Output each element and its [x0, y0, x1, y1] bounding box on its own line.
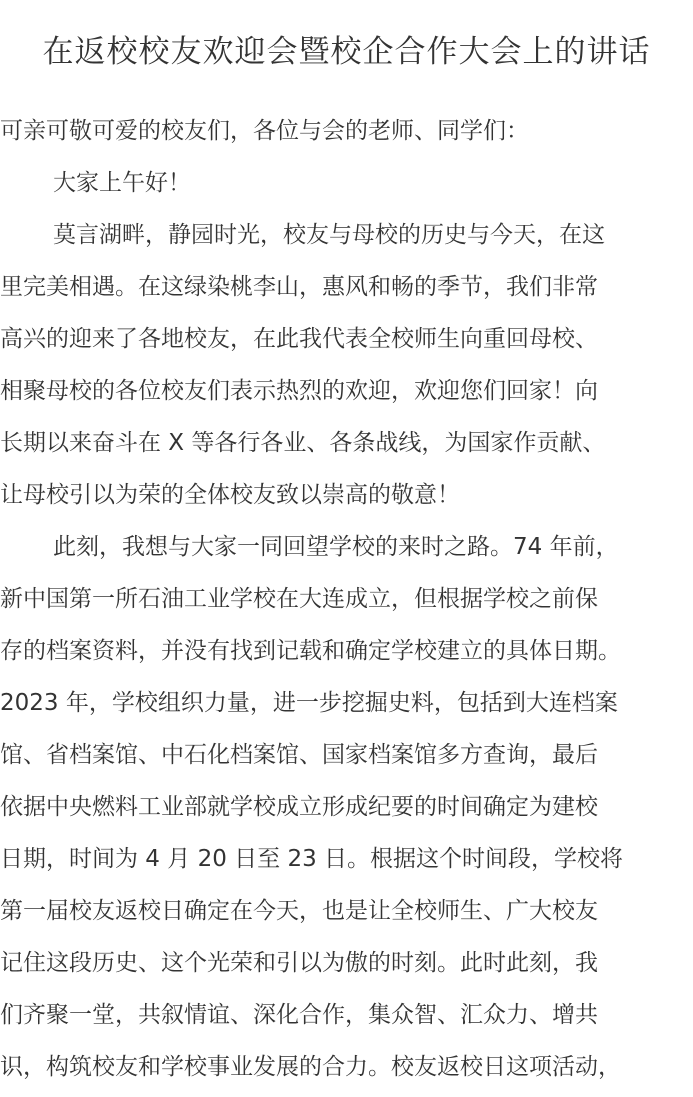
paragraph-line: 依据中央燃料工业部就学校成立形成纪要的时间确定为建校 [0, 794, 598, 820]
paragraph-line: 馆、省档案馆、中石化档案馆、国家档案馆多方查询，最后 [0, 742, 598, 768]
paragraph-line: 2023 年，学校组织力量，进一步挖掘史料，包括到大连档案 [0, 690, 618, 716]
paragraph-line: 新中国第一所石油工业学校在大连成立，但根据学校之前保 [0, 586, 598, 612]
paragraph-line: 让母校引以为荣的全体校友致以崇高的敬意！ [0, 482, 460, 508]
paragraph-line: 识，构筑校友和学校事业发展的合力。校友返校日这项活动， [0, 1054, 621, 1080]
paragraph-line: 们齐聚一堂，共叙情谊、深化合作，集众智、汇众力、增共 [0, 1002, 598, 1028]
paragraph-line: 长期以来奋斗在 X 等各行各业、各条战线，为国家作贡献、 [0, 430, 606, 456]
paragraph-line: 此刻，我想与大家一同回望学校的来时之路。74 年前， [53, 534, 619, 560]
paragraph-line: 日期，时间为 4 月 20 日至 23 日。根据这个时间段，学校将 [0, 846, 624, 872]
paragraph-line: 高兴的迎来了各地校友，在此我代表全校师生向重回母校、 [0, 326, 598, 352]
paragraph-line: 记住这段历史、这个光荣和引以为傲的时刻。此时此刻，我 [0, 950, 598, 976]
paragraph-line: 第一届校友返校日确定在今天，也是让全校师生、广大校友 [0, 898, 598, 924]
paragraph-line: 莫言湖畔，静园时光，校友与母校的历史与今天，在这 [53, 222, 605, 248]
salutation-line: 可亲可敬可爱的校友们，各位与会的老师、同学们： [0, 118, 529, 144]
paragraph-line: 里完美相遇。在这绿染桃李山，惠风和畅的季节，我们非常 [0, 274, 598, 300]
paragraph-line: 相聚母校的各位校友们表示热烈的欢迎，欢迎您们回家！向 [0, 378, 598, 404]
greeting-line: 大家上午好！ [53, 170, 191, 196]
document-title: 在返校校友欢迎会暨校企合作大会上的讲话 [42, 34, 651, 70]
paragraph-line: 存的档案资料，并没有找到记载和确定学校建立的具体日期。 [0, 638, 621, 664]
